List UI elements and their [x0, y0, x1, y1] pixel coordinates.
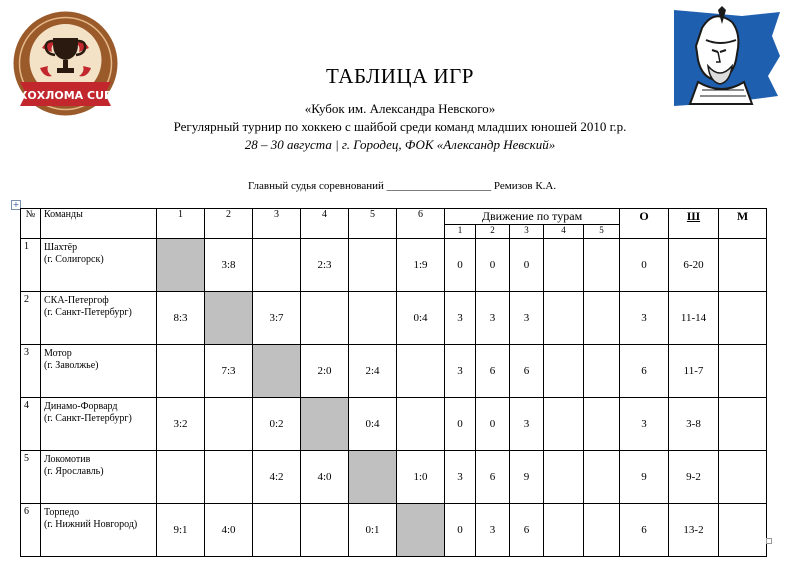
- tournament-date-place: 28 – 30 августа | г. Городец, ФОК «Александр Невский»: [244, 137, 556, 152]
- team-cell: [41, 398, 157, 451]
- tour-cell: 0: [445, 398, 476, 451]
- header-col-4: 4: [301, 209, 349, 239]
- tour-cell: [544, 398, 584, 451]
- score-cell: [301, 292, 349, 345]
- score-cell: [253, 504, 301, 557]
- team-cell: [41, 239, 157, 292]
- tour-cell: 0: [445, 239, 476, 292]
- table-row: [21, 398, 767, 451]
- tour-cell: [544, 504, 584, 557]
- table-row: [21, 345, 767, 398]
- row-number: 4: [21, 398, 41, 451]
- team-name: Шахтёр: [44, 242, 78, 253]
- team-cell: [41, 345, 157, 398]
- score-cell: 1:0: [397, 451, 445, 504]
- place-cell: [719, 451, 767, 504]
- score-cell: 2:3: [301, 239, 349, 292]
- header-tour-2: 2: [476, 225, 510, 239]
- header-points: О: [620, 209, 669, 239]
- tour-cell: 0: [510, 239, 544, 292]
- score-cell: 3:2: [157, 398, 205, 451]
- tour-cell: 6: [510, 345, 544, 398]
- page-title: ТАБЛИЦА ИГР: [326, 64, 474, 88]
- score-cell: [157, 451, 205, 504]
- row-number: 3: [21, 345, 41, 398]
- score-cell: [349, 239, 397, 292]
- diagonal-cell: [397, 504, 445, 557]
- table-row: [21, 504, 767, 557]
- alexander-nevsky-logo: [672, 6, 782, 110]
- tour-cell: [584, 292, 620, 345]
- header-teams: Команды: [41, 209, 157, 239]
- tour-cell: [584, 345, 620, 398]
- diagonal-cell: [349, 451, 397, 504]
- points-cell: 0: [620, 239, 669, 292]
- tour-cell: 3: [445, 292, 476, 345]
- tour-cell: [584, 504, 620, 557]
- tour-cell: 6: [476, 345, 510, 398]
- tour-cell: 0: [445, 504, 476, 557]
- score-cell: [301, 504, 349, 557]
- team-city: (г. Санкт-Петербург): [44, 413, 132, 424]
- score-cell: [157, 345, 205, 398]
- score-cell: [205, 451, 253, 504]
- points-cell: 6: [620, 504, 669, 557]
- score-cell: 1:9: [397, 239, 445, 292]
- header-col-6: 6: [397, 209, 445, 239]
- header-movement: Движение по турам: [445, 209, 620, 225]
- table-row: [21, 292, 767, 345]
- team-name: Торпедо: [44, 507, 80, 518]
- tour-cell: 3: [476, 292, 510, 345]
- team-cell: [41, 292, 157, 345]
- tour-cell: [544, 451, 584, 504]
- tour-cell: [544, 345, 584, 398]
- chief-judge-line: Главный судья соревнований ___________________ Ремизов К.А.: [248, 180, 557, 192]
- tournament-description: Регулярный турнир по хоккею с шайбой среди команд младших юношей 2010 г.р.: [173, 119, 627, 134]
- header-col-3: 3: [253, 209, 301, 239]
- table-resize-handle[interactable]: [766, 538, 772, 544]
- team-name: Локомотив: [44, 454, 91, 465]
- score-cell: 3:8: [205, 239, 253, 292]
- header-tour-4: 4: [544, 225, 584, 239]
- score-cell: [253, 239, 301, 292]
- header-tour-1: 1: [445, 225, 476, 239]
- header-col-2: 2: [205, 209, 253, 239]
- games-table: [20, 208, 767, 557]
- table-row: [21, 239, 767, 292]
- score-cell: 2:0: [301, 345, 349, 398]
- team-cell: [41, 451, 157, 504]
- points-cell: 9: [620, 451, 669, 504]
- diagonal-cell: [301, 398, 349, 451]
- header-tour-3: 3: [510, 225, 544, 239]
- tour-cell: [584, 239, 620, 292]
- team-cell: [41, 504, 157, 557]
- points-cell: 3: [620, 398, 669, 451]
- tour-cell: 6: [510, 504, 544, 557]
- team-city: (г. Ярославль): [44, 466, 104, 477]
- team-city: (г. Нижний Новгород): [44, 519, 138, 530]
- tour-cell: 3: [445, 451, 476, 504]
- score-cell: 4:0: [301, 451, 349, 504]
- place-cell: [719, 345, 767, 398]
- score-cell: 3:7: [253, 292, 301, 345]
- goals-cell: 11-7: [669, 345, 719, 398]
- tour-cell: 3: [445, 345, 476, 398]
- header-place: М: [719, 209, 767, 239]
- tour-cell: [584, 398, 620, 451]
- move-handle-icon[interactable]: +: [12, 200, 20, 209]
- diagonal-cell: [205, 292, 253, 345]
- logo-text: ХОХЛОМА CUP: [18, 89, 113, 102]
- team-name: Динамо-Форвард: [44, 401, 118, 412]
- score-cell: [349, 292, 397, 345]
- score-cell: 4:2: [253, 451, 301, 504]
- score-cell: 7:3: [205, 345, 253, 398]
- tour-cell: 6: [476, 451, 510, 504]
- team-name: Мотор: [44, 348, 72, 359]
- goals-cell: 13-2: [669, 504, 719, 557]
- place-cell: [719, 292, 767, 345]
- tour-cell: 3: [510, 292, 544, 345]
- row-number: 5: [21, 451, 41, 504]
- score-cell: [205, 398, 253, 451]
- tour-cell: [544, 292, 584, 345]
- score-cell: 8:3: [157, 292, 205, 345]
- score-cell: 4:0: [205, 504, 253, 557]
- goals-cell: 9-2: [669, 451, 719, 504]
- score-cell: [397, 345, 445, 398]
- header-col-1: 1: [157, 209, 205, 239]
- score-cell: 0:2: [253, 398, 301, 451]
- goals-cell: 6-20: [669, 239, 719, 292]
- table-row: [21, 451, 767, 504]
- team-city: (г. Заволжье): [44, 360, 99, 371]
- tour-cell: [584, 451, 620, 504]
- score-cell: 0:4: [349, 398, 397, 451]
- score-cell: 2:4: [349, 345, 397, 398]
- row-number: 1: [21, 239, 41, 292]
- team-city: (г. Санкт-Петербург): [44, 307, 132, 318]
- place-cell: [719, 504, 767, 557]
- header-no: №: [21, 209, 41, 239]
- score-cell: 0:4: [397, 292, 445, 345]
- team-name: СКА-Петергоф: [44, 295, 109, 306]
- goals-cell: 11-14: [669, 292, 719, 345]
- header-col-5: 5: [349, 209, 397, 239]
- tour-cell: 0: [476, 239, 510, 292]
- tour-cell: [544, 239, 584, 292]
- points-cell: 6: [620, 345, 669, 398]
- tour-cell: 3: [476, 504, 510, 557]
- place-cell: [719, 398, 767, 451]
- tour-cell: 9: [510, 451, 544, 504]
- row-number: 2: [21, 292, 41, 345]
- place-cell: [719, 239, 767, 292]
- points-cell: 3: [620, 292, 669, 345]
- score-cell: 0:1: [349, 504, 397, 557]
- score-cell: 9:1: [157, 504, 205, 557]
- goals-cell: 3-8: [669, 398, 719, 451]
- team-city: (г. Солигорск): [44, 254, 104, 265]
- tournament-name: «Кубок им. Александра Невского»: [304, 101, 496, 116]
- header-goals: Ш: [669, 209, 719, 239]
- tour-cell: 3: [510, 398, 544, 451]
- score-cell: [397, 398, 445, 451]
- diagonal-cell: [157, 239, 205, 292]
- row-number: 6: [21, 504, 41, 557]
- tour-cell: 0: [476, 398, 510, 451]
- diagonal-cell: [253, 345, 301, 398]
- header-tour-5: 5: [584, 225, 620, 239]
